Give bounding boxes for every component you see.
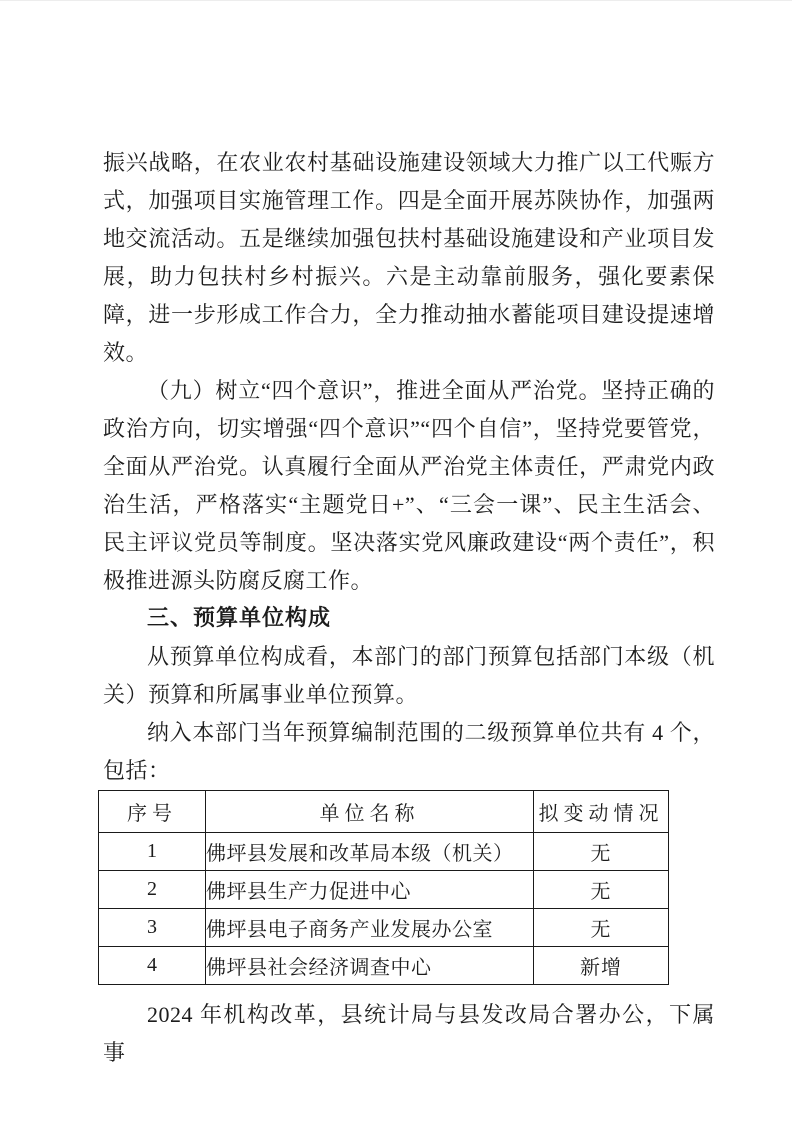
change-status-cell: 无 — [534, 909, 669, 947]
budget-units-table — [98, 790, 669, 985]
table-row — [99, 833, 669, 871]
page-content — [0, 1, 792, 1072]
row-number-cell: 1 — [99, 833, 206, 871]
table-row — [99, 871, 669, 909]
body-paragraph-budget-composition: 从预算单位构成看，本部门的部门预算包括部门本级（机关）预算和所属事业单位预算。 — [103, 644, 715, 707]
unit-name-cell: 佛坪县社会经济调查中心 — [206, 947, 534, 985]
row-number-cell: 3 — [99, 909, 206, 947]
table-row — [99, 947, 669, 985]
unit-name-cell: 佛坪县发展和改革局本级（机关） — [206, 833, 534, 871]
table-row — [99, 909, 669, 947]
column-header-unit-name: 单位名称 — [206, 791, 534, 833]
table-header-row — [99, 791, 669, 833]
row-number-cell: 2 — [99, 871, 206, 909]
column-header-serial-number: 序号 — [99, 791, 206, 833]
section-heading-budget-unit-composition: 三、预算单位构成 — [147, 606, 332, 631]
unit-name-cell: 佛坪县生产力促进中心 — [206, 871, 534, 909]
change-status-cell: 无 — [534, 833, 669, 871]
unit-name-cell: 佛坪县电子商务产业发展办公室 — [206, 909, 534, 947]
body-paragraph-institutional-reform: 2024 年机构改革，县统计局与县发改局合署办公，下属事 — [103, 1002, 715, 1065]
body-paragraph-party-building: （九）树立“四个意识”，推进全面从严治党。坚持正确的政治方向，切实增强“四个意识”“四个自信”，坚持党要管党，全面从严治党。认真履行全面从严治党主体责任，严肃党内政治生活，严格落实“主题党日+”、“三会一课”、民主生活会、民主评议党员等制度。坚决落实党风廉政建设“两个责任”，积极推进源头防腐反腐工作。 — [103, 378, 715, 593]
body-paragraph-work-measures: 振兴战略，在农业农村基础设施建设领域大力推广以工代赈方式，加强项目实施管理工作。四是全面开展苏陕协作，加强两地交流活动。五是继续加强包扶村基础设施建设和产业项目发展，助力包扶村乡村振兴。六是主动靠前服务，强化要素保障，进一步形成工作合力，全力推动抽水蓄能项目建设提速增效。 — [103, 150, 715, 365]
row-number-cell: 4 — [99, 947, 206, 985]
column-header-planned-change: 拟变动情况 — [534, 791, 669, 833]
change-status-cell: 新增 — [534, 947, 669, 985]
body-paragraph-unit-count: 纳入本部门当年预算编制范围的二级预算单位共有 4 个，包括： — [103, 720, 715, 783]
change-status-cell: 无 — [534, 871, 669, 909]
